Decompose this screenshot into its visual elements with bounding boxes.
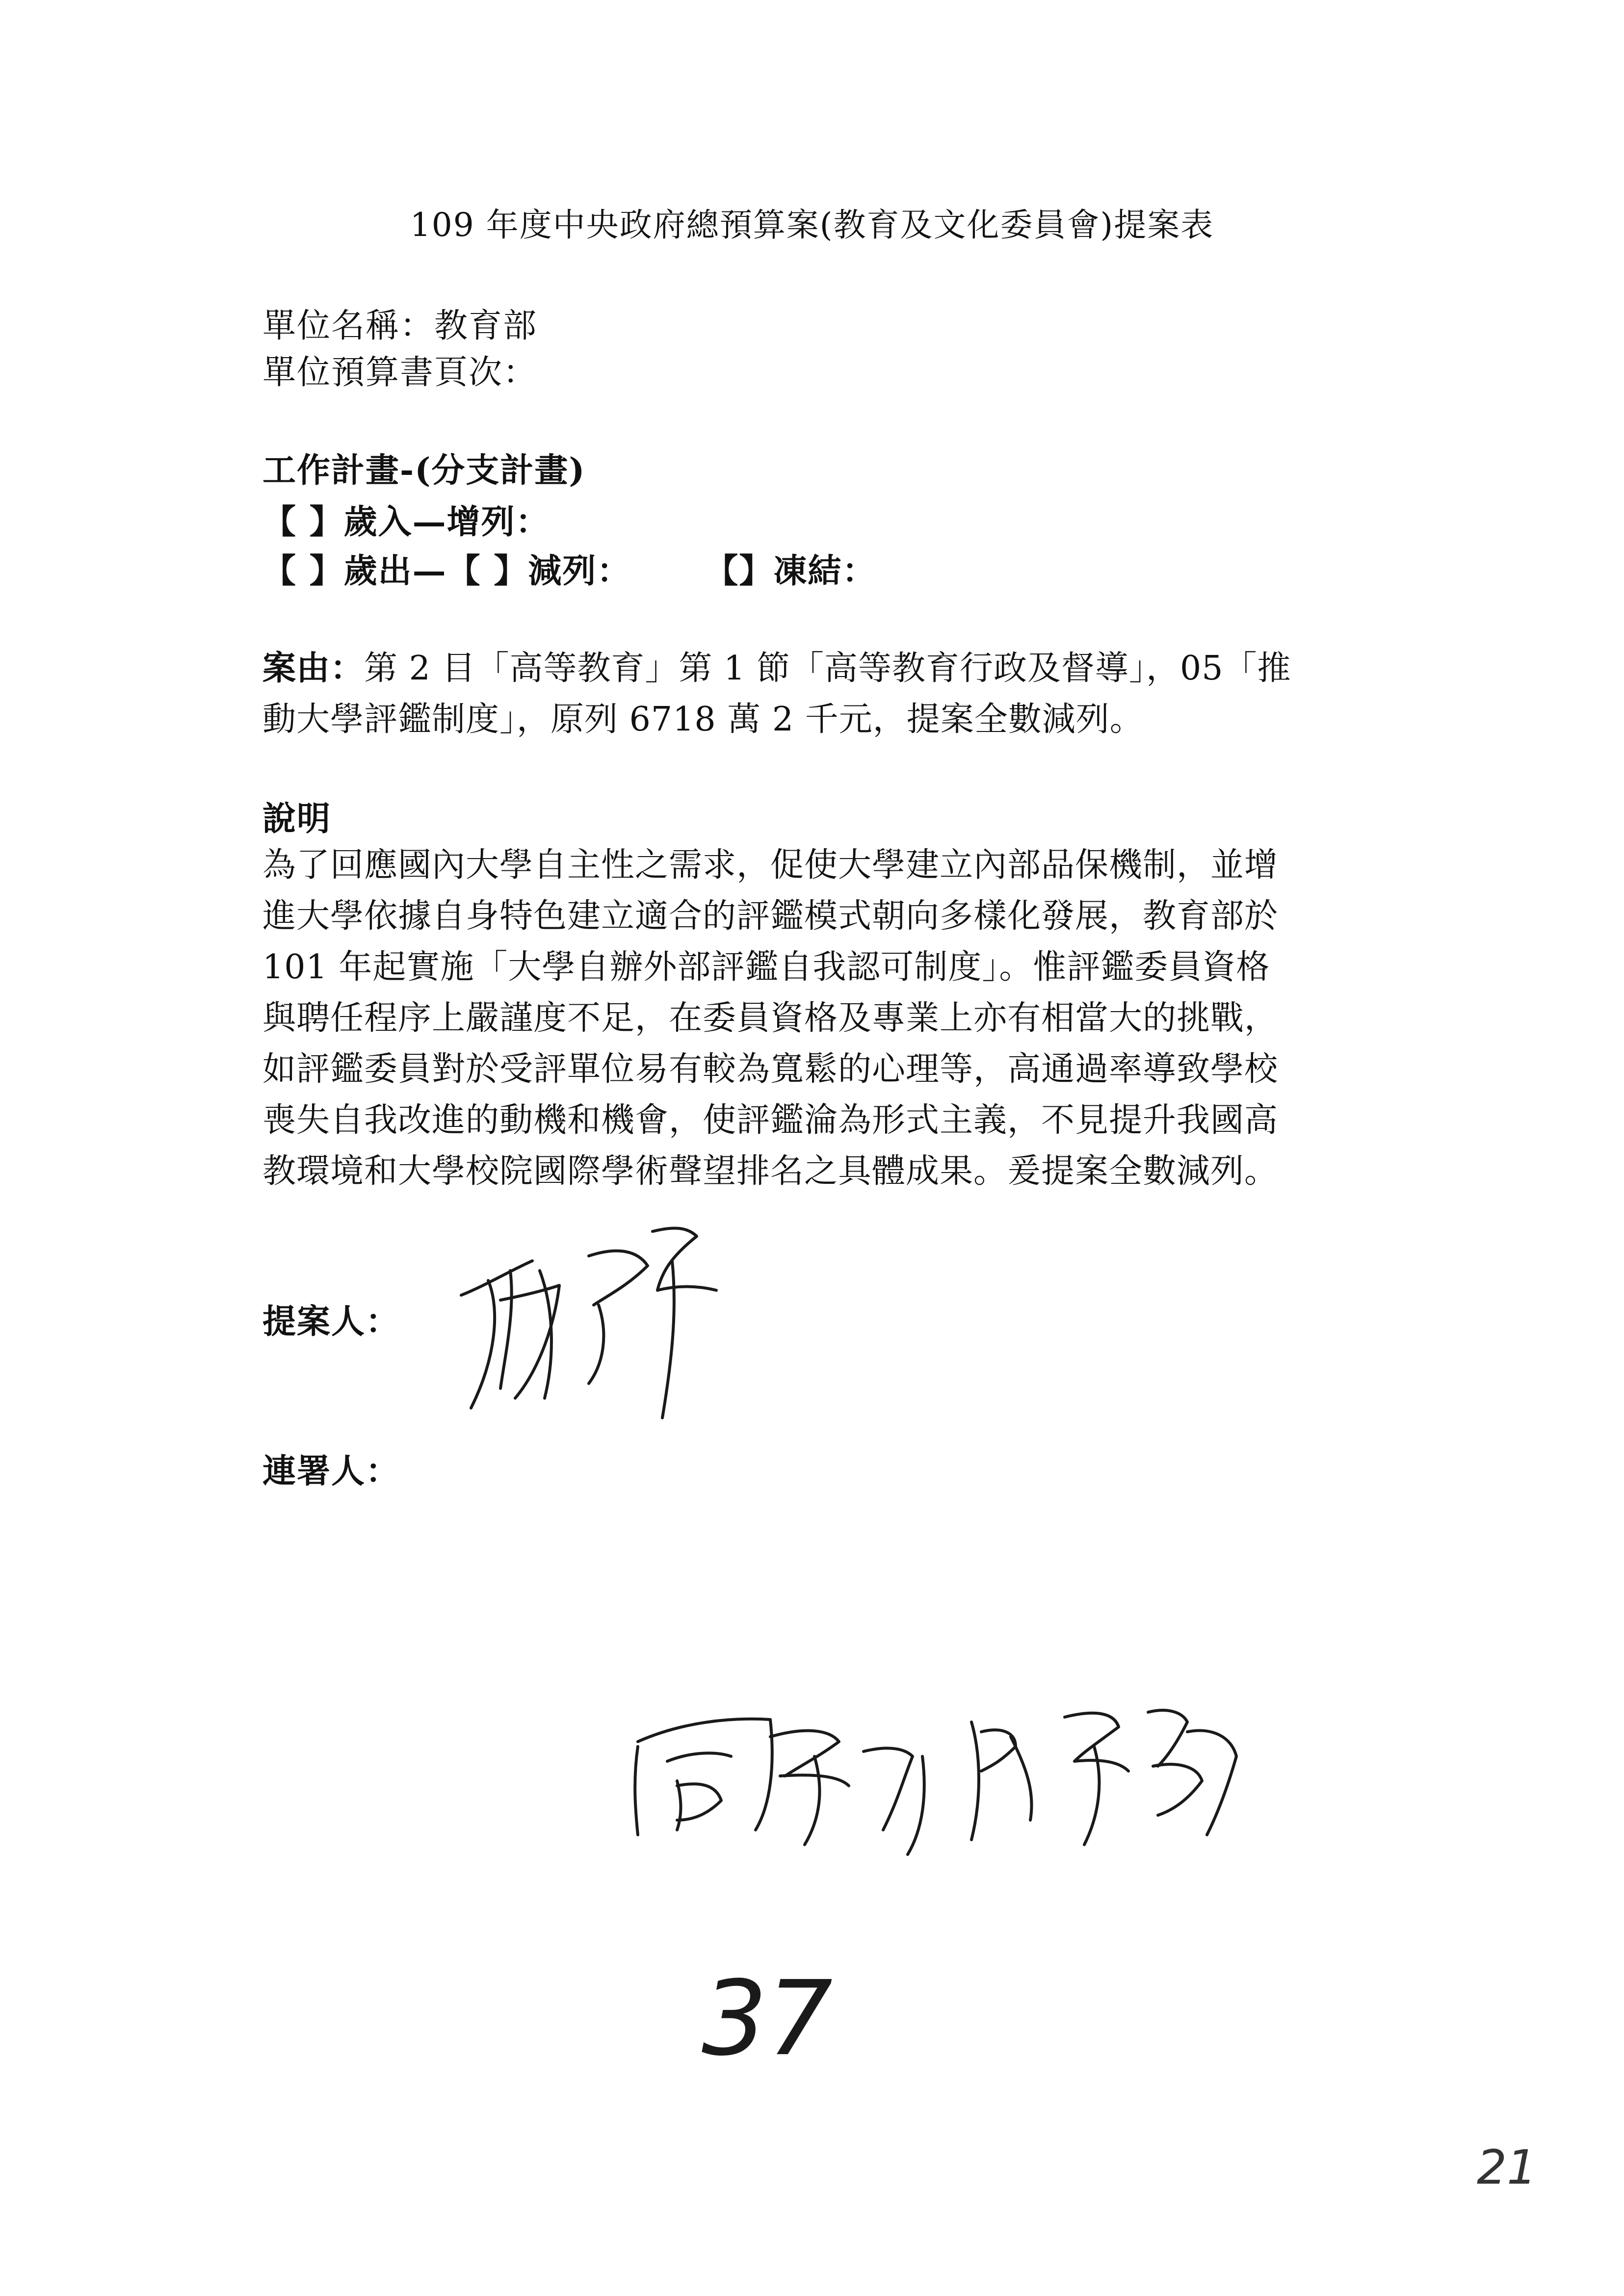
proposer-signature xyxy=(442,1212,746,1433)
expense-reduce-label: 【 】歲出—【 】減列： xyxy=(262,551,631,591)
unit-name-value: 教育部 xyxy=(434,307,538,345)
proposer-label: 提案人： xyxy=(262,1302,400,1341)
expense-line xyxy=(262,545,876,592)
explanation-line-1: 為了回應國內大學自主性之需求，促使大學建立內部品保機制，並增 xyxy=(262,846,1279,885)
budget-page-label: 單位預算書頁次： xyxy=(262,353,538,392)
reason-label: 案由： xyxy=(262,649,365,688)
unit-name-label: 單位名稱： xyxy=(262,307,435,345)
cosigner-label: 連署人： xyxy=(262,1452,400,1491)
cosigner-signature xyxy=(608,1683,1295,1859)
explanation-paragraph xyxy=(262,840,1391,1197)
page-mark: 21 xyxy=(1477,2140,1537,2195)
reason-text-1: 第 2 目「高等教育」第 1 節「高等教育行政及督導」，05「推 xyxy=(364,649,1291,688)
explanation-label: 說明 xyxy=(262,799,332,838)
work-plan-heading: 工作計畫-(分支計畫) xyxy=(262,451,586,490)
revenue-line: 【 】歲入—增列： xyxy=(262,502,550,542)
document-title: 109 年度中央政府總預算案(教育及文化委員會)提案表 xyxy=(410,206,1214,244)
explanation-line-7: 教環境和大學校院國際學術聲望排名之具體成果。爰提案全數減列。 xyxy=(262,1152,1279,1191)
explanation-line-3: 101 年起實施「大學自辦外部評鑑自我認可制度」。惟評鑑委員資格 xyxy=(262,948,1270,987)
explanation-line-2: 進大學依據自身特色建立適合的評鑑模式朝向多樣化發展，教育部於 xyxy=(262,897,1279,936)
unit-name-row xyxy=(262,299,537,347)
reason-paragraph xyxy=(262,643,1391,745)
explanation-line-5: 如評鑑委員對於受評單位易有較為寬鬆的心理等，高通過率導致學校 xyxy=(262,1050,1279,1089)
handwritten-number: 37 xyxy=(702,1958,833,2079)
reason-line-1 xyxy=(262,643,1391,694)
freeze-label: 【】凍結： xyxy=(705,551,877,591)
reason-line-2: 動大學評鑑制度」，原列 6718 萬 2 千元，提案全數減列。 xyxy=(262,700,1144,739)
explanation-line-4: 與聘任程序上嚴謹度不足，在委員資格及專業上亦有相當大的挑戰， xyxy=(262,999,1279,1038)
explanation-line-6: 喪失自我改進的動機和機會，使評鑑淪為形式主義，不見提升我國高 xyxy=(262,1101,1279,1140)
